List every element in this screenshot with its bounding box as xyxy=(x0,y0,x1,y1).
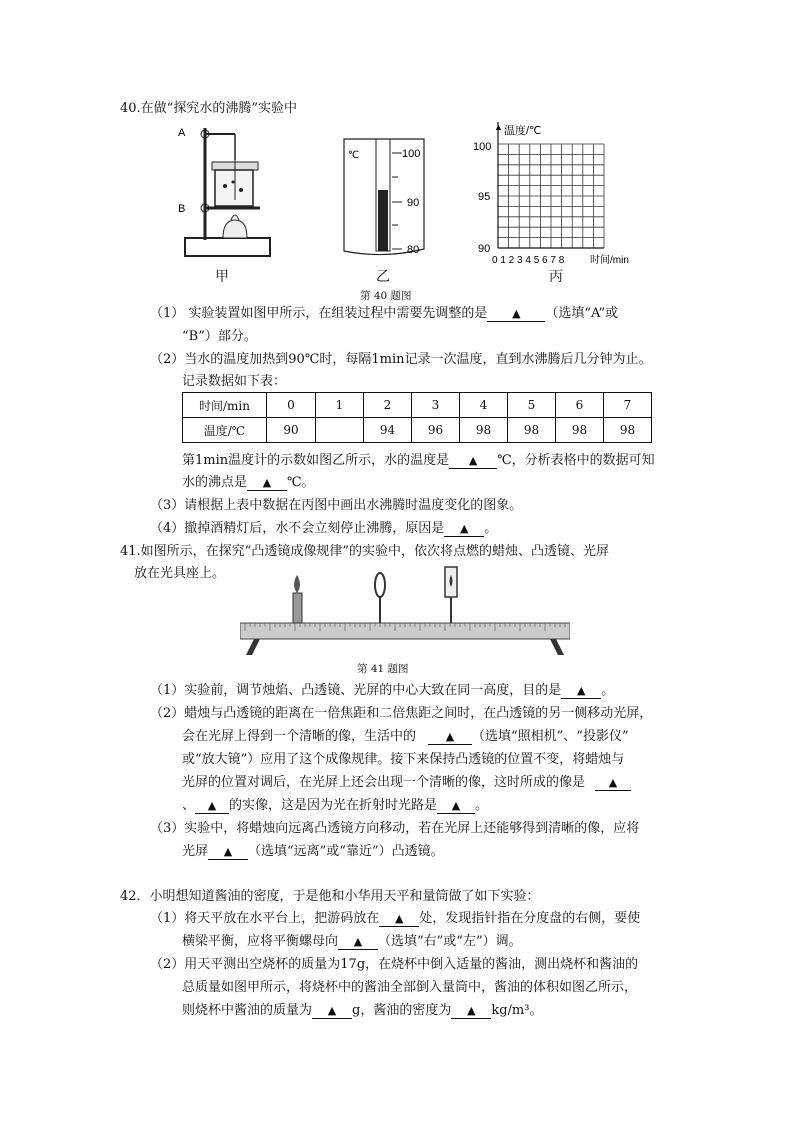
answer-blank[interactable]: ▲ xyxy=(338,935,378,950)
cell: 98 xyxy=(460,418,508,443)
answer-blank[interactable]: ▲ xyxy=(487,307,545,322)
answer-blank[interactable]: ▲ xyxy=(195,799,229,814)
graph-xticks: 0 1 2 3 4 5 6 7 8 xyxy=(492,255,565,266)
cell: 98 xyxy=(604,418,652,443)
q41-p1: （1）实验前，调节烛焰、凸透镜、光屏的中心大致在同一高度，目的是 ▲ 。 xyxy=(150,683,615,698)
cell: 7 xyxy=(604,393,652,418)
q40-title: 40.在做“探究水的沸腾”实验中 xyxy=(120,101,297,116)
cell: 90 xyxy=(267,418,316,443)
cell: 3 xyxy=(412,393,460,418)
q40-p1-line1: （1） 实验装置如图甲所示，在组装过程中需要先调整的是 ▲ （选填“A”或 xyxy=(150,306,619,321)
figure-bing-graph xyxy=(470,118,640,268)
q42-p1-line2: 横梁平衡，应将平衡螺母向 ▲ （选填“右”或“左”）调。 xyxy=(182,934,522,949)
q40-p2c: 第1min温度计的示数如图乙所示，水的温度是 ▲ ℃，分析表格中的数据可知 xyxy=(182,453,655,468)
answer-blank[interactable]: ▲ xyxy=(379,912,419,927)
label-b: B xyxy=(178,203,186,215)
q41-title-line2: 放在光具座上。 xyxy=(134,566,226,581)
thermo-90: 90 xyxy=(407,197,420,209)
label-a: A xyxy=(178,127,186,139)
cell: 98 xyxy=(556,418,604,443)
q42-p1-line1: （1）将天平放在水平台上，把游码放在 ▲ 处，发现指针指在分度盘的右侧，要使 xyxy=(150,911,641,926)
q42-p2-line1: （2）用天平测出空烧杯的质量为17g，在烧杯中倒入适量的酱油，测出烧杯和酱油的 xyxy=(150,957,639,972)
cell: 4 xyxy=(460,393,508,418)
answer-blank[interactable]: ▲ xyxy=(451,1004,491,1019)
answer-blank[interactable]: ▲ xyxy=(595,776,631,791)
table-row xyxy=(183,418,652,443)
figure-jia-stand xyxy=(175,120,280,265)
q40-p1-line2: “B”）部分。 xyxy=(182,329,257,344)
q41-p2-line1: （2）蜡烛与凸透镜的距离在一倍焦距和二倍焦距之间时，在凸透镜的另一侧移动光屏， xyxy=(150,706,653,721)
q40-p2b: 记录数据如下表： xyxy=(182,374,287,389)
q42-title: 42．小明想知道酱油的密度，于是他和小华用天平和量筒做了如下实验： xyxy=(120,889,540,904)
figure-41-optical-bench xyxy=(240,565,570,657)
cell: 96 xyxy=(412,418,460,443)
thermo-100: 100 xyxy=(402,148,421,160)
q40-p3: （3）请根据上表中数据在丙图中画出水沸腾时温度变化的图象。 xyxy=(150,498,523,513)
q41-p2-line4: 光屏的位置对调后，在光屏上还会出现一个清晰的像，这时所成的像是 ▲ xyxy=(182,774,631,792)
answer-blank[interactable]: ▲ xyxy=(208,845,248,860)
q41-p2-line5: 、 ▲ 的实像，这是因为光在折射时光路是 ▲ 。 xyxy=(182,798,489,813)
record-table xyxy=(182,392,652,443)
answer-blank[interactable]: ▲ xyxy=(312,1004,352,1019)
graph-y90: 90 xyxy=(478,243,491,255)
cell: 2 xyxy=(364,393,412,418)
answer-blank[interactable]: ▲ xyxy=(428,730,472,745)
thermo-80: 80 xyxy=(407,244,420,256)
table-row xyxy=(183,393,652,418)
answer-blank[interactable]: ▲ xyxy=(444,522,484,537)
graph-y95: 95 xyxy=(478,191,491,203)
answer-blank[interactable]: ▲ xyxy=(561,684,601,699)
answer-blank[interactable]: ▲ xyxy=(247,476,287,491)
graph-ylabel: 温度/℃ xyxy=(504,125,542,137)
thermo-unit: ℃ xyxy=(348,150,360,161)
q42-p2-line2: 总质量如图甲所示，将烧杯中的酱油全部倒入量筒中，酱油的体积如图乙所示， xyxy=(182,980,638,995)
cell-empty[interactable] xyxy=(316,418,364,443)
q41-p2-line3: 或“放大镜”）应用了这个成像规律。接下来保持凸透镜的位置不变，将蜡烛与 xyxy=(182,752,625,767)
row-label-time: 时间/min xyxy=(183,393,267,418)
answer-blank[interactable]: ▲ xyxy=(437,799,475,814)
graph-y100: 100 xyxy=(473,141,492,153)
figure-yi-thermometer xyxy=(340,133,430,265)
label-bing: 丙 xyxy=(549,269,563,285)
svg-text:▲: ▲ xyxy=(494,122,503,132)
graph-grid xyxy=(498,144,604,248)
cell: 5 xyxy=(508,393,556,418)
answer-blank[interactable]: ▲ xyxy=(449,454,497,469)
q41-p3-line2: 光屏 ▲ （选填“远离”或“靠近”）凸透镜。 xyxy=(182,844,444,859)
q41-caption: 第 41 题图 xyxy=(357,663,409,675)
q40-caption: 第 40 题图 xyxy=(360,290,412,302)
q41-p3-line1: （3）实验中，将蜡烛向远离凸透镜方向移动，若在光屏上还能够得到清晰的像，应将 xyxy=(150,821,640,836)
cell: 94 xyxy=(364,418,412,443)
cell: 0 xyxy=(267,393,316,418)
q40-p2d: 水的沸点是 ▲ ℃。 xyxy=(182,475,315,490)
q41-p2-line2: 会在光屏上得到一个清晰的像，生活中的 ▲ （选填“照相机”、“投影仪” xyxy=(182,729,629,744)
row-label-temp: 温度/℃ xyxy=(183,418,267,443)
q40-p2: （2）当水的温度加热到90℃时，每隔1min记录一次温度，直到水沸腾后几分钟为止。 xyxy=(150,352,652,367)
q40-p4: （4）撤掉酒精灯后，水不会立刻停止沸腾，原因是 ▲ 。 xyxy=(150,521,498,536)
cell: 1 xyxy=(316,393,364,418)
label-jia: 甲 xyxy=(215,269,229,285)
q41-title-line1: 41.如图所示，在探究“凸透镜成像规律”的实验中，依次将点燃的蜡烛、凸透镜、光屏 xyxy=(120,544,609,559)
cell: 98 xyxy=(508,418,556,443)
label-yi: 乙 xyxy=(376,269,390,285)
graph-xlabel: 时间/min xyxy=(590,255,629,266)
cell: 6 xyxy=(556,393,604,418)
q42-p2-line3: 则烧杯中酱油的质量为 ▲ g，酱油的密度为 ▲ kg/m³。 xyxy=(182,1003,543,1018)
